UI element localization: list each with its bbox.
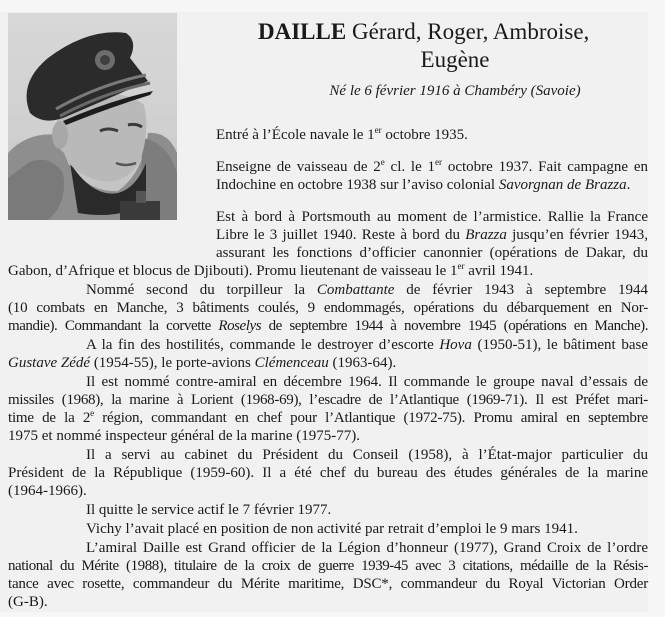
paragraph-combattante-line1: [86, 281, 648, 299]
superscript: er: [435, 157, 443, 167]
paragraph-honours-line2: national du Mérite (1988), titulaire de la croix de guerre 1939-45 avec 3 citations, médaille de la Résis-: [8, 558, 648, 574]
paragraph-honours-line3: tance avec rosette, commandeur du Mérite maritime, DSC*, commandeur du Royal Victorian Order: [8, 576, 648, 592]
text: Entré à l’École navale le 1: [216, 127, 375, 143]
paragraph-vichy: Vichy l’avait placé en position de non activité par retrait d’emploi le 9 mars 1941.: [86, 521, 578, 537]
paragraph-cabinet-line2: Président de la République (1959-60). Il a été chef du bureau des études générales de la marine: [8, 465, 648, 481]
text: (1950-51), le bâtiment base: [471, 337, 648, 353]
surname: DAILLE: [258, 19, 347, 44]
person-name-line1: [258, 18, 589, 46]
paragraph-combattante-line2: (10 combats en Manche, 3 bâtiments coulés, 9 endommagés, opérations du débarquement en Nor-: [8, 300, 648, 316]
text: A la fin des hostilités, commande le destroyer d’escorte: [86, 337, 440, 353]
text: Nommé second du torpilleur la: [86, 282, 317, 298]
text: Enseigne de vaisseau de 2: [216, 159, 381, 175]
paragraph-honours-line4: (G-B).: [8, 594, 48, 610]
paragraph-retirement: Il quitte le service actif le 7 février 1977.: [86, 502, 332, 518]
given-names-line2: Eugène: [420, 47, 490, 72]
paragraph-contre-amiral-line2: missiles (1968), la marine à Lorient (1968-69), l’escadre de l’Atlantique (1969-71). Il est Préfet mari-: [8, 392, 648, 408]
text: région, commandant en chef pour l’Atlantique (1972-75). Promu amiral en septembre: [93, 410, 648, 426]
text: avril 1941.: [464, 263, 534, 279]
ship-name: Savorgnan de Brazza: [498, 177, 627, 193]
paragraph-hova-line1: [86, 336, 648, 354]
paragraph-entry-naval-school: [216, 126, 468, 144]
given-names-line1: Gérard, Roger, Ambroise,: [351, 19, 590, 44]
text: Libre le 3 juillet 1940. Reste à bord du: [216, 227, 466, 243]
superscript: e: [90, 408, 94, 418]
paragraph-contre-amiral-line4: 1975 et nommé inspecteur général de la marine (1975-77).: [8, 428, 360, 444]
superscript: e: [380, 157, 385, 167]
paragraph-enseigne-line1: [216, 158, 648, 176]
paragraph-enseigne-line2: [216, 176, 630, 194]
text: octobre 1937. Fait campagne en: [442, 159, 648, 175]
paragraph-portsmouth-line2: [216, 226, 648, 244]
birth-info: Né le 6 février 1916 à Chambéry (Savoie): [329, 83, 581, 99]
portrait-photo: [8, 13, 177, 220]
text: (1954-55), le porte-avions: [90, 355, 255, 371]
ship-name: Clémenceau: [254, 355, 329, 371]
text: jusqu’en février 1943,: [506, 227, 648, 243]
paragraph-portsmouth-line1: Est à bord à Portsmouth au moment de l’armistice. Rallie la France: [216, 209, 648, 225]
text: .: [626, 177, 631, 193]
paragraph-contre-amiral-line3: [8, 409, 648, 427]
paragraph-combattante-line3: [8, 317, 648, 335]
ship-name: Brazza: [465, 227, 507, 243]
paragraph-cabinet-line1: Il a servi au cabinet du Président du Conseil (1958), à l’État-major particulier du: [86, 447, 648, 463]
text: (1963-64).: [328, 355, 397, 371]
paragraph-contre-amiral-line1: Il est nommé contre-amiral en décembre 1964. Il commande le groupe naval d’essais de: [86, 374, 648, 390]
superscript: er: [457, 261, 465, 271]
text: mandie). Commandant la corvette: [8, 318, 219, 334]
text: Gabon, d’Afrique et blocus de Djibouti). Promu lieutenant de vaisseau le 1: [8, 263, 458, 279]
text: cl. le 1: [384, 159, 436, 175]
ship-name: Combattante: [316, 282, 395, 298]
ship-name: Roselys: [218, 318, 262, 334]
portrait-illustration: [8, 13, 177, 220]
paragraph-hova-line2: [8, 354, 396, 372]
paragraph-portsmouth-line4: [8, 262, 533, 280]
text: Indochine en octobre 1938 sur l’aviso colonial: [216, 177, 499, 193]
paragraph-portsmouth-line3: assurant les fonctions d’officier canonnier (opérations de Dakar, du: [216, 245, 648, 261]
ship-name: Hova: [439, 337, 472, 353]
paragraph-cabinet-line3: (1964-1966).: [8, 483, 87, 499]
text: time de la 2: [8, 410, 91, 426]
paragraph-honours-line1: L’amiral Daille est Grand officier de la Légion d’honneur (1977), Grand Croix de l’ordre: [86, 540, 648, 556]
text: octobre 1935.: [381, 127, 468, 143]
text: de février 1943 à septembre 1944: [394, 282, 648, 298]
text: de septembre 1944 à novembre 1945 (opérations en Manche).: [261, 318, 648, 334]
ship-name: Gustave Zédé: [8, 355, 91, 371]
superscript: er: [374, 125, 382, 135]
